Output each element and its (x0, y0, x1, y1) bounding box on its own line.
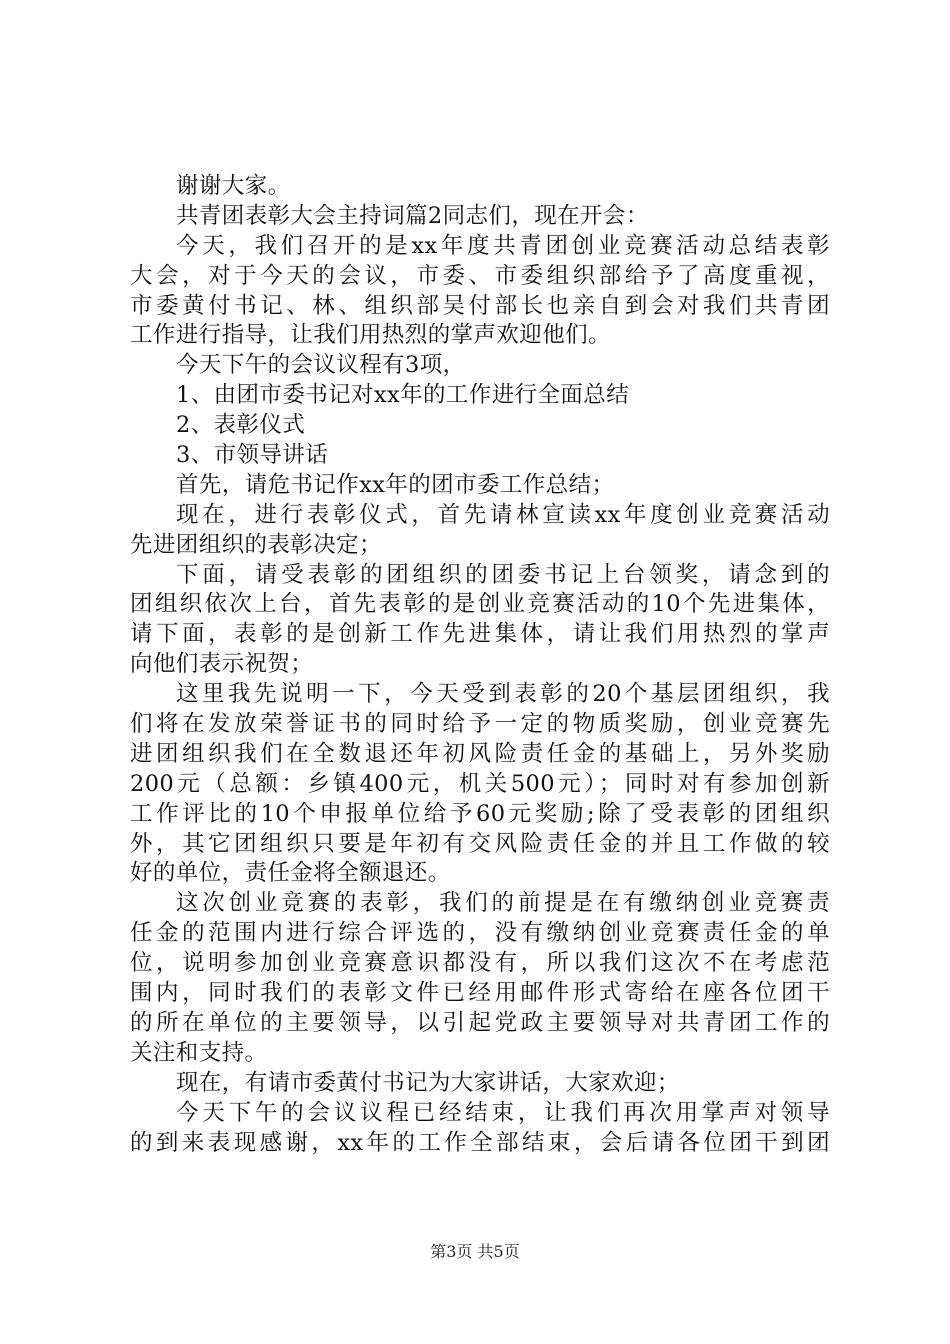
text-line: 的所在单位的主要领导，以引起党政主要领导对共青团工作的 (130, 1009, 830, 1036)
text-line: 先进团组织的表彰决定； (130, 531, 382, 558)
text-line: 今天下午的会议议程有3项， (176, 352, 466, 379)
body-text (130, 172, 830, 1158)
text-line: 工作进行指导，让我们用热烈的掌声欢迎他们。 (130, 322, 611, 349)
text-line: 围内，同时我们的表彰文件已经用邮件形式寄给在座各位团干 (130, 980, 830, 1007)
text-line: 大会，对于今天的会议，市委、市委组织部给予了高度重视， (130, 262, 830, 289)
text-line: 们将在发放荣誉证书的同时给予一定的物质奖励，创业竞赛先 (130, 711, 830, 738)
text-line: 请下面，表彰的是创新工作先进集体，请让我们用热烈的掌声 (130, 621, 830, 648)
text-line: 位，说明参加创业竞赛意识都没有，所以我们这次不在考虑范 (130, 950, 830, 977)
text-line: 任金的范围内进行综合评选的，没有缴纳创业竞赛责任金的单 (130, 920, 830, 947)
page-number-footer: 第3页 共5页 (430, 1242, 520, 1261)
text-line: 团组织依次上台，首先表彰的是创业竞赛活动的10个先进集体， (130, 591, 830, 618)
text-line: 市委黄付书记、林、组织部吴付部长也亲自到会对我们共青团 (130, 292, 830, 319)
text-line: 向他们表示祝贺； (130, 651, 314, 678)
text-line: 工作评比的10个申报单位给予60元奖励;除了受表彰的团组织 (130, 800, 830, 827)
text-line: 谢谢大家。 (176, 173, 291, 199)
text-line: 3、市领导讲话 (176, 442, 329, 469)
text-line: 进团组织我们在全数退还年初风险责任金的基础上，另外奖励 (130, 740, 830, 767)
text-line: 共青团表彰大会主持词篇2同志们，现在开会： (176, 202, 649, 229)
text-line: 2、表彰仪式 (176, 412, 306, 439)
text-line: 现在，有请市委黄付书记为大家讲话，大家欢迎； (176, 1069, 680, 1096)
text-line: 下面，请受表彰的团组织的团委书记上台领奖，请念到的 (176, 561, 830, 588)
text-line: 好的单位，责任金将全额退还。 (130, 860, 451, 887)
text-line: 200元（总额：乡镇400元，机关500元）；同时对有参加创新 (130, 770, 830, 797)
text-line: 今天下午的会议议程已经结束，让我们再次用掌声对领导 (176, 1099, 830, 1126)
text-line: 外，其它团组织只要是年初有交风险责任金的并且工作做的较 (130, 830, 830, 857)
text-line: 的到来表现感谢，xx年的工作全部结束，会后请各位团干到团 (130, 1129, 830, 1156)
text-line: 今天，我们召开的是xx年度共青团创业竞赛活动总结表彰 (176, 232, 830, 259)
text-line: 现在，进行表彰仪式，首先请林宣读xx年度创业竞赛活动 (176, 501, 830, 528)
text-line: 1、由团市委书记对xx年的工作进行全面总结 (176, 382, 630, 409)
text-line: 这里我先说明一下，今天受到表彰的20个基层团组织，我 (176, 681, 830, 708)
text-line: 这次创业竞赛的表彰，我们的前提是在有缴纳创业竞赛责 (176, 890, 830, 917)
text-line: 首先，请危书记作xx年的团市委工作总结； (176, 471, 615, 498)
text-line: 关注和支持。 (130, 1039, 268, 1066)
